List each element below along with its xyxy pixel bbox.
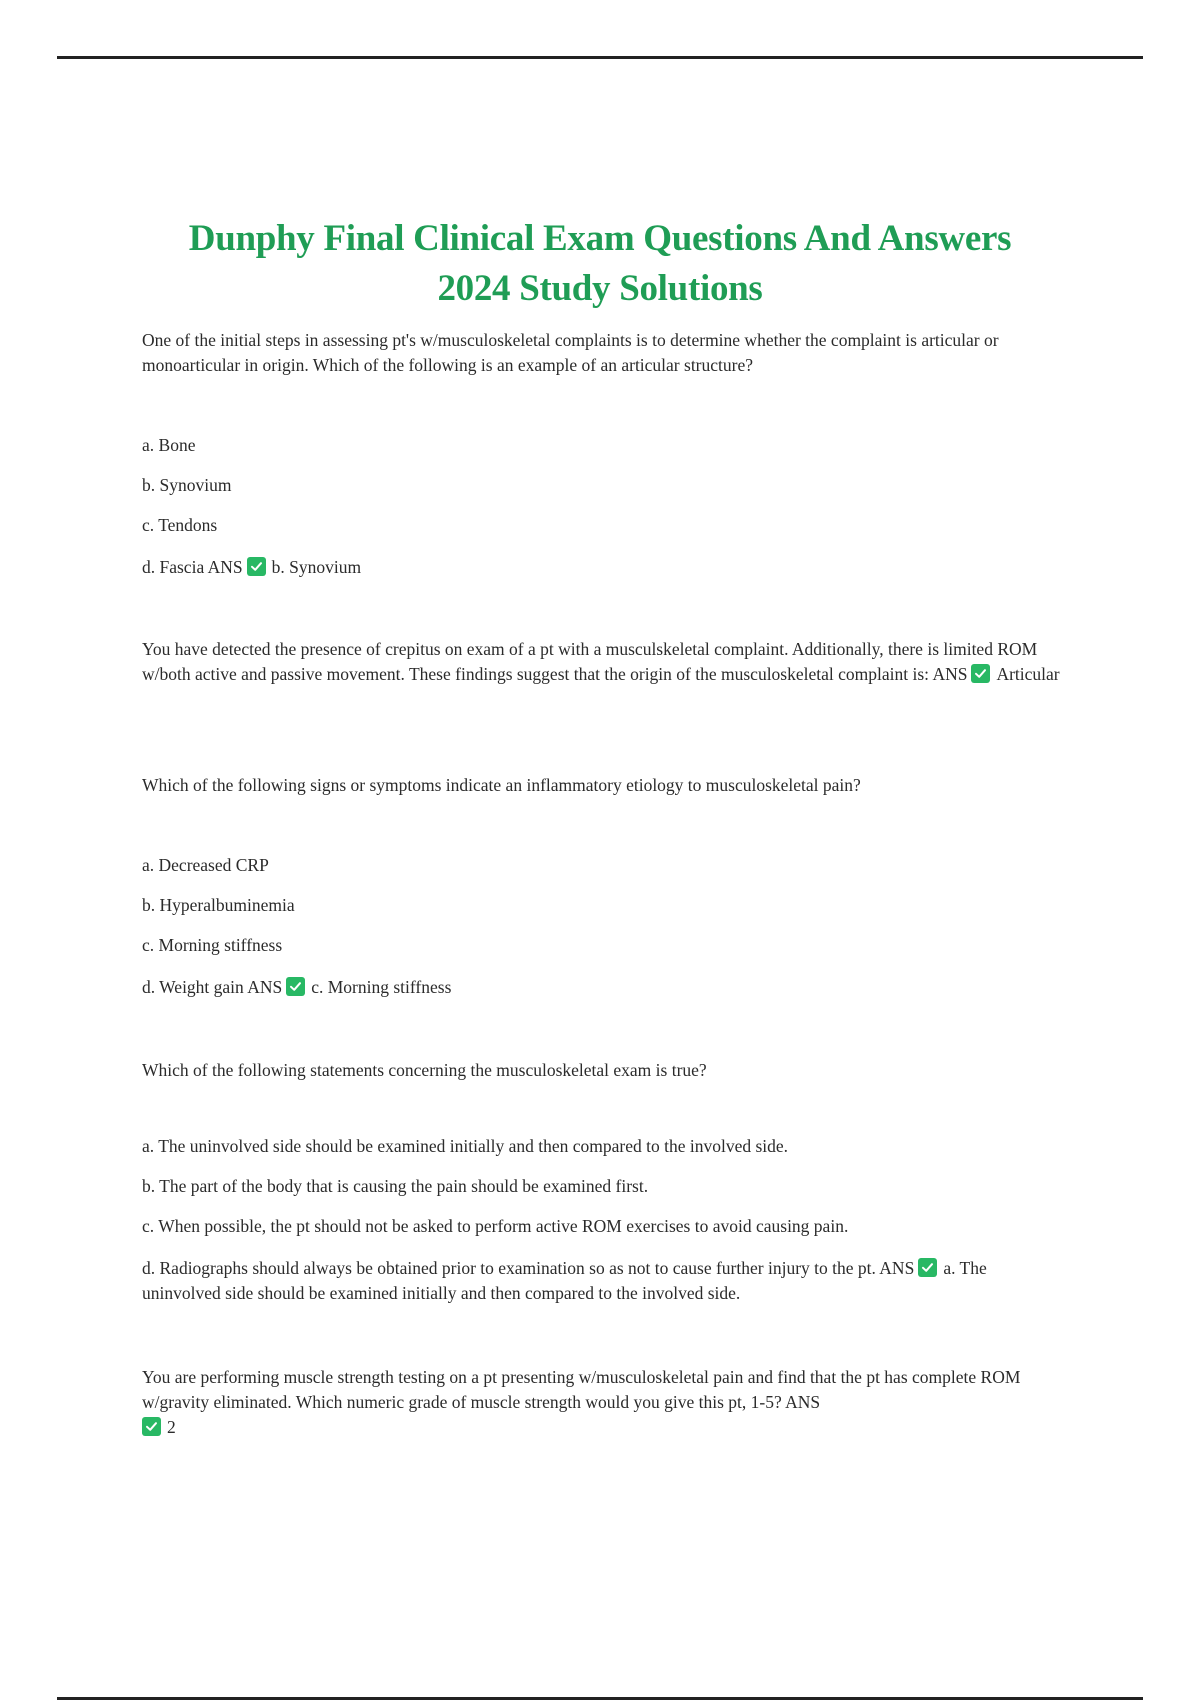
question-1-option-c [142, 513, 1062, 538]
question-4-option-a [142, 1134, 1062, 1159]
option-text: c. Morning stiffness [142, 935, 283, 955]
question-3-option-b [142, 893, 1062, 918]
question-text: One of the initial steps in assessing pt's w/musculoskeletal complaints is to determine whether the complaint is articular or monoarticular in origin. Which of the following is an example of an articular structure? [142, 330, 999, 375]
question-5-prompt [142, 1365, 1062, 1440]
question-4-prompt [142, 1058, 1062, 1083]
answer-text: 2 [167, 1417, 176, 1437]
question-4-option-c [142, 1214, 1062, 1239]
question-1-option-a [142, 433, 1062, 458]
question-3-option-a [142, 853, 1062, 878]
check-box-icon [918, 1258, 937, 1277]
question-text: You have detected the presence of crepitus on exam of a pt with a musculskeletal complaint. Additionally, there is limited ROM w/both active and passive movement. These findings suggest that the origin of the musculoskeletal complaint is: [142, 639, 1038, 684]
question-4-option-b [142, 1174, 1062, 1199]
answer-text: Articular [996, 664, 1060, 684]
question-4-option-d [142, 1256, 1062, 1306]
title-line-2: 2024 Study Solutions [437, 268, 763, 309]
answer-marker: ANS [879, 1258, 915, 1278]
check-box-icon [286, 977, 305, 996]
question-2-prompt [142, 637, 1062, 687]
answer-marker: ANS [785, 1392, 821, 1412]
check-box-icon [142, 1417, 161, 1436]
question-1-option-d [142, 555, 1062, 580]
check-box-icon [971, 664, 990, 683]
option-text: d. Radiographs should always be obtained prior to examination so as not to cause further injury to the pt. [142, 1258, 876, 1278]
option-text: b. Hyperalbuminemia [142, 895, 295, 915]
question-1-prompt [142, 328, 1062, 378]
answer-marker: ANS [247, 977, 283, 997]
option-text: a. Decreased CRP [142, 855, 269, 875]
answer-text: a. The uninvolved side should be examined initially and then compared to the involved side. [142, 1258, 987, 1303]
option-text: d. Weight gain [142, 977, 244, 997]
question-text: You are performing muscle strength testing on a pt presenting w/musculoskeletal pain and find that the pt has complete ROM w/gravity eliminated. Which numeric grade of muscle strength would you give this pt, 1-5? [142, 1367, 1021, 1412]
option-text: b. The part of the body that is causing the pain should be examined first. [142, 1176, 649, 1196]
answer-marker: ANS [932, 664, 968, 684]
document-title [140, 214, 1060, 314]
question-text: Which of the following statements concerning the musculoskeletal exam is true? [142, 1060, 707, 1080]
option-text: a. Bone [142, 435, 196, 455]
question-3-option-c [142, 933, 1062, 958]
option-text: c. Tendons [142, 515, 218, 535]
option-text: c. When possible, the pt should not be asked to perform active ROM exercises to avoid causing pain. [142, 1216, 849, 1236]
check-box-icon [247, 557, 266, 576]
question-1-option-b [142, 473, 1062, 498]
question-text: Which of the following signs or symptoms indicate an inflammatory etiology to musculoskeletal pain? [142, 775, 861, 795]
header-rule [57, 56, 1143, 59]
answer-text: b. Synovium [271, 557, 362, 577]
option-text: b. Synovium [142, 475, 232, 495]
answer-text: c. Morning stiffness [311, 977, 452, 997]
option-text: a. The uninvolved side should be examined initially and then compared to the involved side. [142, 1136, 789, 1156]
title-line-1: Dunphy Final Clinical Exam Questions And Answers [188, 218, 1012, 259]
question-3-prompt [142, 773, 1062, 798]
answer-marker: ANS [207, 557, 243, 577]
question-3-option-d [142, 975, 1062, 1000]
option-text: d. Fascia [142, 557, 205, 577]
